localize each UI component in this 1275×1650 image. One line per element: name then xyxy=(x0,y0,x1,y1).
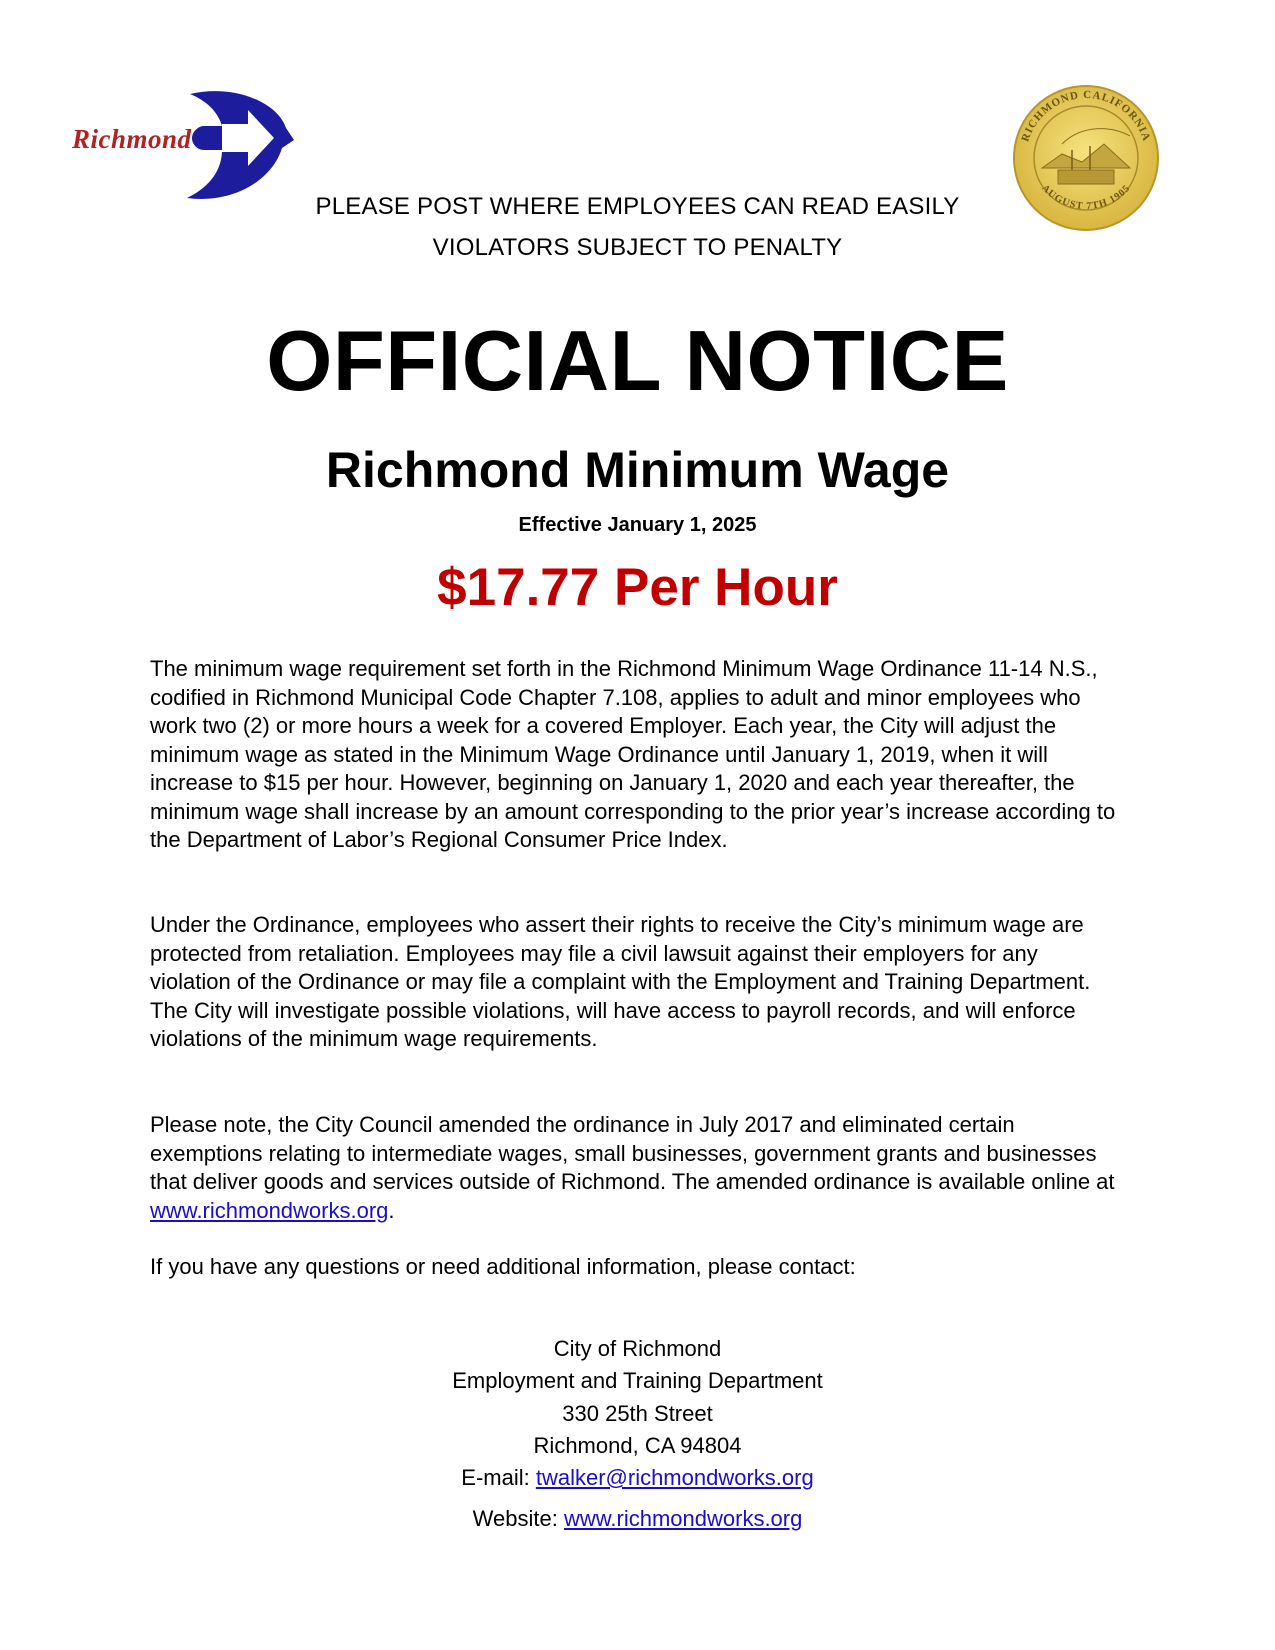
email-label: E-mail: xyxy=(461,1465,536,1490)
richmondworks-link[interactable]: www.richmondworks.org xyxy=(150,1197,389,1223)
seal-bottom-text: AUGUST 7TH 1905 xyxy=(1039,182,1133,212)
page-subtitle: Richmond Minimum Wage xyxy=(325,442,950,498)
effective-date: Effective January 1, 2025 xyxy=(518,514,757,536)
richmond-logo xyxy=(72,86,304,206)
website-link[interactable]: www.richmondworks.org xyxy=(563,1506,803,1531)
svg-text:RICHMOND CALIFORNIA xyxy=(1019,89,1152,143)
paragraph-amendment-text: Please note, the City Council amended the ordinance in July 2017 and eliminated certain exemptions relating to intermediate wages, small businesses, government grants and businesses that deliver goods and services outside of Richmond. The amended ordinance is available online at xyxy=(150,1112,1115,1194)
contact-street: 330 25th Street xyxy=(562,1401,713,1426)
minimum-wage-amount: $17.77 Per Hour xyxy=(437,558,838,617)
paragraph-retaliation: Under the Ordinance, employees who assert their rights to receive the City’s minimum wage are protected from retaliation. Employees may file a civil lawsuit against their employers for any violation of the Ordinance or may file a complaint with the Employment and Training Department. The City will investigate possible violations, will have access to payroll records, and will enforce violations of the minimum wage requirements. xyxy=(150,912,1091,1051)
paragraph-ordinance: The minimum wage requirement set forth in the Richmond Minimum Wage Ordinance 11-14 N.S., codified in Richmond Municipal Code Chapter 7.108, applies to adult and minor employees who work two (2) or more hours a week for a covered Employer. Each year, the City will adjust the minimum wage as stated in the Minimum Wage Ordinance until January 1, 2019, when it will increase to $15 per hour. However, beginning on January 1, 2020 and each year thereafter, the minimum wage shall increase by an amount corresponding to the prior year’s increase according to the Department of Labor’s Regional Consumer Price Index. xyxy=(150,656,1116,852)
penalty-line: VIOLATORS SUBJECT TO PENALTY xyxy=(432,234,843,261)
logo-text: Richmond xyxy=(72,124,192,154)
website-label: Website: xyxy=(472,1506,564,1531)
paragraph-amendment xyxy=(150,1111,1120,1225)
contact-org: City of Richmond xyxy=(553,1336,722,1361)
page-title: OFFICIAL NOTICE xyxy=(266,314,1009,409)
paragraph-contact-intro: If you have any questions or need additional information, please contact: xyxy=(150,1254,856,1279)
contact-city: Richmond, CA 94804 xyxy=(533,1433,742,1458)
seal-top-text: RICHMOND CALIFORNIA xyxy=(1019,88,1153,144)
contact-email xyxy=(0,1464,1275,1492)
contact-dept: Employment and Training Department xyxy=(452,1368,823,1393)
post-notice-line: PLEASE POST WHERE EMPLOYEES CAN READ EASILY xyxy=(315,193,960,220)
email-link[interactable]: twalker@richmondworks.org xyxy=(535,1465,814,1490)
paragraph-amendment-end: . xyxy=(388,1197,395,1223)
contact-website xyxy=(0,1505,1275,1533)
